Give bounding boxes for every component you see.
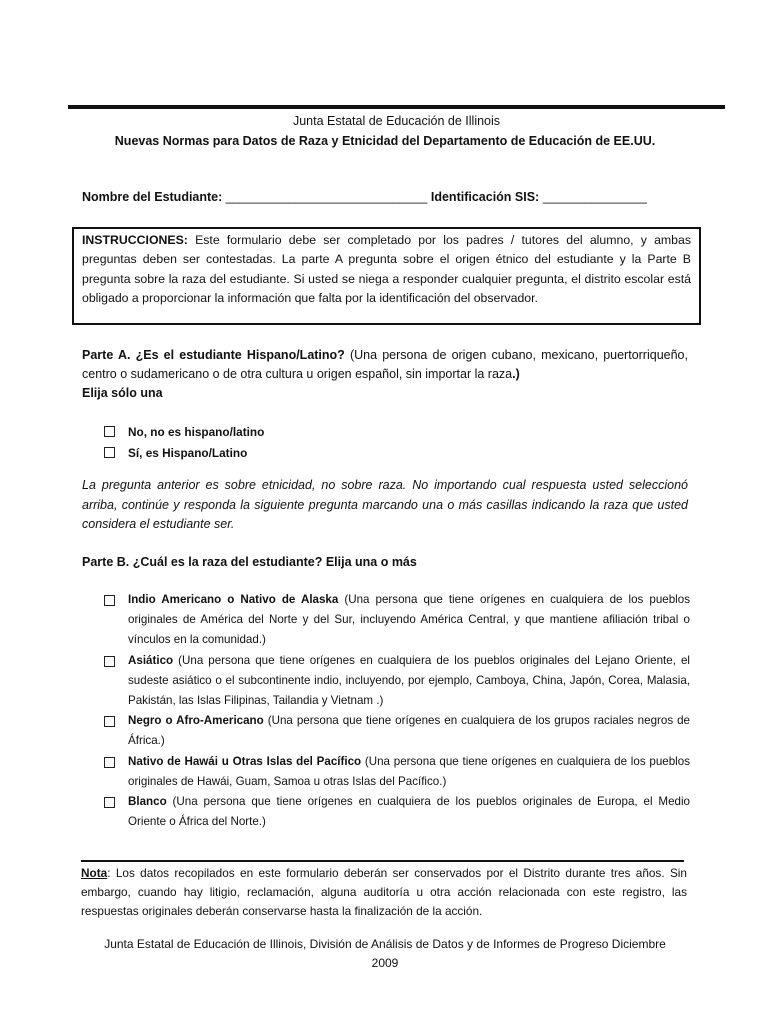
footer-line-2: 2009 bbox=[371, 956, 399, 970]
part-a-title: Parte A. ¿Es el estudiante Hispano/Latino? bbox=[82, 348, 345, 362]
option-label: Indio Americano o Nativo de Alaska bbox=[128, 593, 339, 606]
checkbox[interactable] bbox=[104, 595, 115, 606]
checkbox[interactable] bbox=[104, 797, 115, 808]
part-a-options bbox=[104, 421, 264, 463]
student-info-row bbox=[82, 190, 647, 204]
note-rule bbox=[81, 860, 684, 862]
instructions-label: INSTRUCCIONES: bbox=[82, 233, 188, 247]
option-label: No, no es hispano/latino bbox=[128, 424, 265, 439]
option-description: (Una persona que tiene orígenes en cualquiera de los pueblos originales de Hawái, Guam, Samoa u otras Islas del Pacífico.) bbox=[128, 754, 690, 788]
page-footer bbox=[82, 935, 688, 973]
option-label: Blanco bbox=[128, 795, 167, 809]
option-label: Nativo de Hawái u Otras Islas del Pacífico bbox=[128, 754, 362, 768]
footer-line-1: Junta Estatal de Educación de Illinois, División de Análisis de Datos y de Informes de Progreso Diciembre bbox=[104, 937, 666, 951]
form-title: Nuevas Normas para Datos de Raza y Etnicidad del Departamento de Educación de EE.UU. bbox=[114, 134, 656, 148]
option-label: Negro o Afro-Americano bbox=[128, 714, 264, 728]
checkbox[interactable] bbox=[104, 716, 115, 727]
option-american-indian[interactable] bbox=[104, 590, 690, 651]
option-description: (Una persona que tiene orígenes en cualquiera de los pueblos originales de América del Norte y del Sur, incluyendo América Central, y que mantiene afiliación tribal o vínculos en la comunidad.) bbox=[128, 593, 690, 647]
student-name-label: Nombre del Estudiante: bbox=[82, 190, 223, 204]
option-label: Sí, es Hispano/Latino bbox=[128, 445, 248, 460]
student-name-field[interactable]: _____________________________ bbox=[225, 190, 428, 204]
option-white[interactable] bbox=[104, 792, 690, 832]
part-b-title: Parte B. ¿Cuál es la raza del estudiante? Elija una o más bbox=[82, 555, 417, 569]
part-a-instruction: Elija sólo una bbox=[82, 386, 163, 400]
option-not-hispanic[interactable] bbox=[104, 421, 264, 442]
checkbox[interactable] bbox=[104, 656, 115, 667]
option-pacific-islander[interactable] bbox=[104, 752, 690, 792]
option-description: (Una persona que tiene orígenes en cualquiera de los grupos raciales negros de África.) bbox=[128, 714, 691, 748]
option-description: (Una persona que tiene orígenes en cualquiera de los pueblos originales del Lejano Oriente, el sudeste asiático o el subcontinente indio, incluyendo, por ejemplo, Camboya, China, Japón, Corea, Malasia, Pakistán, las Islas Filipinas, Tailandia y Vietnam .) bbox=[128, 653, 690, 708]
checkbox[interactable] bbox=[104, 757, 115, 768]
sis-id-field[interactable]: _______________ bbox=[542, 190, 647, 204]
ethnicity-note: La pregunta anterior es sobre etnicidad, no sobre raza. No importando cual respuesta usted seleccionó arriba, continúe y responda la siguiente pregunta marcando una o más casillas indicando la raza que usted considera el estudiante ser. bbox=[82, 478, 688, 531]
agency-title: Junta Estatal de Educación de Illinois bbox=[292, 114, 501, 128]
note-label: Nota bbox=[81, 866, 108, 880]
option-description: (Una persona que tiene orígenes en cualquiera de los pueblos originales de Europa, el Medio Oriente o África del Norte.) bbox=[128, 795, 690, 829]
checkbox[interactable] bbox=[104, 426, 115, 437]
checkbox[interactable] bbox=[104, 447, 115, 458]
part-a-question bbox=[82, 346, 688, 403]
option-asian[interactable] bbox=[104, 651, 690, 712]
option-label: Asiático bbox=[128, 653, 174, 667]
part-a-end: .) bbox=[512, 367, 520, 381]
instructions-text: Este formulario debe ser completado por los padres / tutores del alumno, y ambas preguntas deben ser contestadas. La parte A pregunta sobre el origen étnico del estudiante y la Parte B pregunta sobre la raza del estudiante. Si usted se niega a responder cualquier pregunta, el distrito escolar está obligado a proporcionar la información que falta por la identificación del observador. bbox=[82, 233, 691, 306]
part-a-explanation: (Una persona de origen cubano, mexicano, puertorriqueño, centro o sudamericano o de otra cultura u origen español, sin importar la raza bbox=[82, 348, 688, 381]
option-black[interactable] bbox=[104, 711, 690, 751]
note-text: : Los datos recopilados en este formulario deberán ser conservados por el Distrito durante tres años. Sin embargo, cuando hay litigio, reclamación, alguna auditoría u otra acción relacionada con este registro, las respuestas originales deberán conservarse hasta la finalización de la acción. bbox=[81, 866, 687, 918]
header-rule bbox=[68, 105, 725, 109]
instructions-box bbox=[72, 227, 701, 325]
retention-note bbox=[81, 864, 687, 921]
option-hispanic[interactable] bbox=[104, 442, 264, 463]
part-b-options bbox=[104, 590, 690, 832]
sis-id-label: Identificación SIS: bbox=[430, 190, 540, 204]
